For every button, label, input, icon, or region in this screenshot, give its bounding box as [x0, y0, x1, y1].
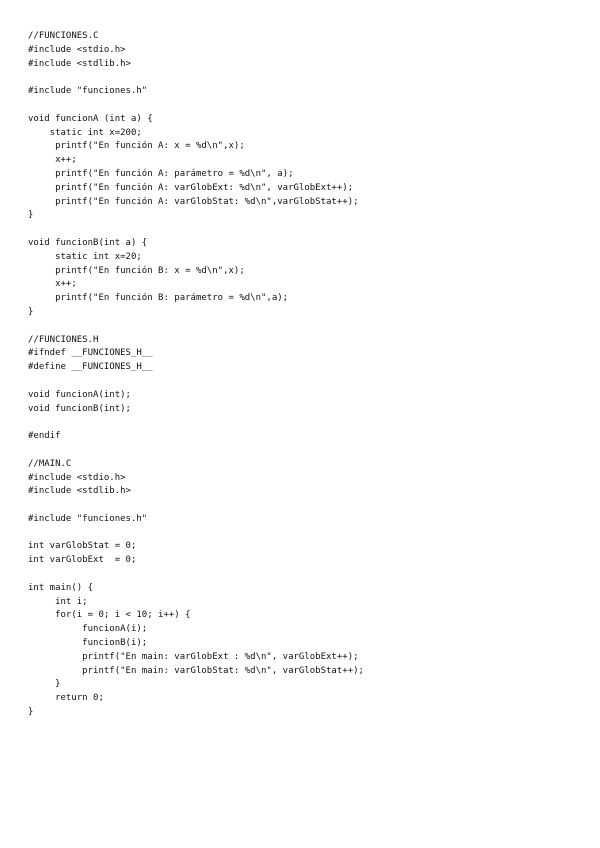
- code-line: printf("En función B: parámetro = %d\n",a);: [28, 293, 289, 304]
- code-line: #endif: [28, 431, 61, 442]
- code-line: funcionB(i);: [28, 638, 148, 649]
- code-line: void funcionA(int);: [28, 389, 131, 400]
- code-line: printf("En función A: x = %d\n",x);: [28, 141, 245, 152]
- code-line: void funcionB(int a) {: [28, 237, 148, 248]
- code-line: #include <stdlib.h>: [28, 486, 131, 497]
- code-line: #include "funciones.h": [28, 86, 148, 97]
- code-line: printf("En main: varGlobStat: %d\n", varGlobStat++);: [28, 665, 364, 676]
- code-line: [28, 320, 588, 334]
- code-line: funcionA(i);: [28, 624, 148, 635]
- code-line: printf("En función B: x = %d\n",x);: [28, 265, 245, 276]
- code-line: int varGlobExt = 0;: [28, 555, 137, 566]
- code-listing: [28, 30, 588, 720]
- code-line: #include <stdlib.h>: [28, 58, 131, 69]
- code-line: static int x=200;: [28, 127, 142, 138]
- code-line: x++;: [28, 155, 77, 166]
- code-line: //MAIN.C: [28, 458, 72, 469]
- code-line: #include <stdio.h>: [28, 44, 126, 55]
- code-line: [28, 568, 588, 582]
- code-line: [28, 71, 588, 85]
- code-line: }: [28, 306, 34, 317]
- code-line: void funcionA (int a) {: [28, 113, 153, 124]
- code-line: [28, 527, 588, 541]
- code-line: [28, 223, 588, 237]
- code-line: [28, 375, 588, 389]
- code-line: #include <stdio.h>: [28, 472, 126, 483]
- code-line: int i;: [28, 596, 88, 607]
- code-line: [28, 444, 588, 458]
- code-line: #define __FUNCIONES_H__: [28, 362, 153, 373]
- code-line: static int x=20;: [28, 251, 142, 262]
- code-line: [28, 99, 588, 113]
- code-line: }: [28, 707, 34, 718]
- code-line: x++;: [28, 279, 77, 290]
- code-line: printf("En función A: varGlobStat: %d\n",varGlobStat++);: [28, 196, 359, 207]
- code-line: //FUNCIONES.H: [28, 334, 99, 345]
- code-line: printf("En función A: parámetro = %d\n", a);: [28, 168, 294, 179]
- code-line: [28, 416, 588, 430]
- code-line: }: [28, 679, 61, 690]
- code-line: [28, 499, 588, 513]
- code-line: void funcionB(int);: [28, 403, 131, 414]
- code-line: //FUNCIONES.C: [28, 31, 99, 41]
- code-line: int varGlobStat = 0;: [28, 541, 137, 552]
- code-line: }: [28, 210, 34, 221]
- code-line: return 0;: [28, 693, 104, 704]
- code-line: int main() {: [28, 582, 94, 593]
- code-line: printf("En main: varGlobExt : %d\n", varGlobExt++);: [28, 651, 359, 662]
- code-line: printf("En función A: varGlobExt: %d\n", varGlobExt++);: [28, 182, 354, 193]
- code-line: #ifndef __FUNCIONES_H__: [28, 348, 153, 359]
- code-line: for(i = 0; i < 10; i++) {: [28, 610, 191, 621]
- code-line: #include "funciones.h": [28, 513, 148, 524]
